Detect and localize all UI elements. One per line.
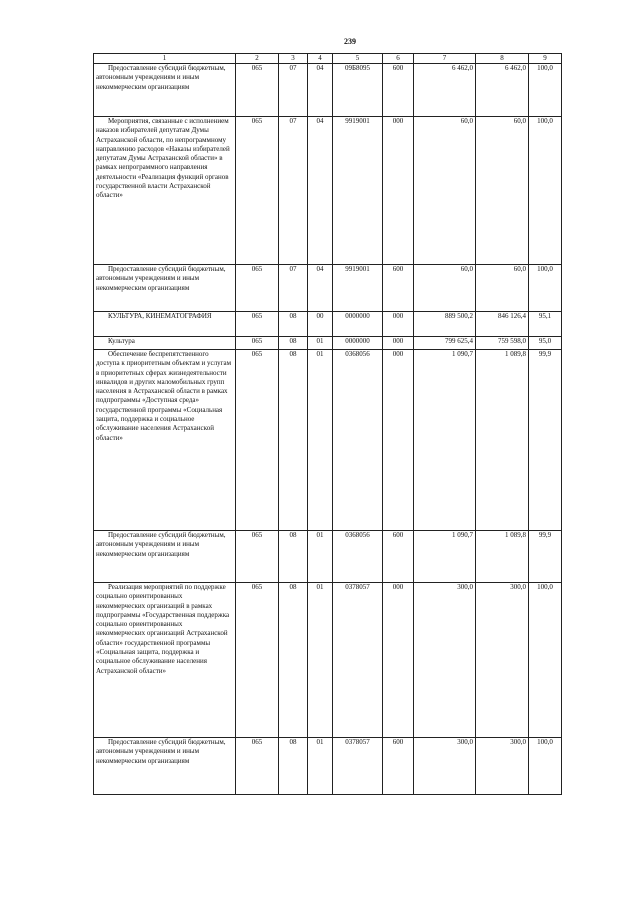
section-code: 08	[279, 337, 308, 350]
budget-table	[93, 53, 562, 795]
section-code: 08	[279, 350, 308, 531]
subsection-code: 04	[308, 117, 333, 265]
target-code: 0000000	[333, 337, 383, 350]
admin-code: 065	[236, 117, 279, 265]
column-header: 2	[236, 54, 279, 64]
section-code: 07	[279, 117, 308, 265]
expense-type-code: 000	[383, 337, 414, 350]
section-code: 08	[279, 738, 308, 795]
section-code: 08	[279, 583, 308, 738]
subsection-code: 01	[308, 738, 333, 795]
execution-percent: 100,0	[529, 583, 562, 738]
actual-amount: 759 598,0	[476, 337, 529, 350]
actual-amount: 6 462,0	[476, 64, 529, 117]
execution-percent: 100,0	[529, 738, 562, 795]
expense-type-code: 000	[383, 583, 414, 738]
column-header: 3	[279, 54, 308, 64]
planned-amount: 889 500,2	[414, 312, 476, 337]
expense-type-code: 000	[383, 117, 414, 265]
table-row	[94, 265, 562, 312]
row-name: КУЛЬТУРА, КИНЕМАТОГРАФИЯ	[94, 312, 236, 337]
column-header: 7	[414, 54, 476, 64]
table-row	[94, 350, 562, 531]
page-number: 239	[344, 37, 356, 46]
subsection-code: 04	[308, 64, 333, 117]
planned-amount: 6 462,0	[414, 64, 476, 117]
column-header: 1	[94, 54, 236, 64]
planned-amount: 1 090,7	[414, 350, 476, 531]
execution-percent: 95,0	[529, 337, 562, 350]
row-name: Мероприятия, связанные с исполнением наказов избирателей депутатам Думы Астраханской области, по непрограммному направлению расходов «Наказы избирателей депутатам Думы Астраханской области» в рамках непрограммного направления деятельности «Реализация функций органов государственной власти Астраханской области»	[94, 117, 236, 265]
planned-amount: 1 090,7	[414, 531, 476, 583]
section-code: 08	[279, 312, 308, 337]
subsection-code: 00	[308, 312, 333, 337]
planned-amount: 60,0	[414, 265, 476, 312]
section-code: 07	[279, 64, 308, 117]
expense-type-code: 000	[383, 312, 414, 337]
column-header: 6	[383, 54, 414, 64]
table-row	[94, 312, 562, 337]
admin-code: 065	[236, 350, 279, 531]
target-code: 0368056	[333, 350, 383, 531]
expense-type-code: 000	[383, 350, 414, 531]
row-name: Предоставление субсидий бюджетным, автономным учреждениям и иным некоммерческим организациям	[94, 265, 236, 312]
header-row	[94, 54, 562, 64]
execution-percent: 100,0	[529, 117, 562, 265]
subsection-code: 01	[308, 531, 333, 583]
admin-code: 065	[236, 337, 279, 350]
expense-type-code: 600	[383, 738, 414, 795]
admin-code: 065	[236, 265, 279, 312]
target-code: 0378057	[333, 738, 383, 795]
actual-amount: 1 089,8	[476, 531, 529, 583]
expense-type-code: 600	[383, 265, 414, 312]
section-code: 08	[279, 531, 308, 583]
column-header: 5	[333, 54, 383, 64]
expense-type-code: 600	[383, 531, 414, 583]
table-row	[94, 583, 562, 738]
target-code: 9919001	[333, 117, 383, 265]
row-name: Предоставление субсидий бюджетным, автономным учреждениям и иным некоммерческим организациям	[94, 738, 236, 795]
actual-amount: 846 126,4	[476, 312, 529, 337]
row-name: Предоставление субсидий бюджетным, автономным учреждениям и иным некоммерческим организациям	[94, 531, 236, 583]
admin-code: 065	[236, 531, 279, 583]
expense-type-code: 600	[383, 64, 414, 117]
admin-code: 065	[236, 738, 279, 795]
execution-percent: 100,0	[529, 265, 562, 312]
planned-amount: 60,0	[414, 117, 476, 265]
admin-code: 065	[236, 312, 279, 337]
planned-amount: 300,0	[414, 738, 476, 795]
subsection-code: 01	[308, 350, 333, 531]
actual-amount: 1 089,8	[476, 350, 529, 531]
row-name: Реализация мероприятий по поддержке социально ориентированных некоммерческих организаций в рамках подпрограммы «Государственная поддержка социально ориентированных некоммерческих организаций Астраханской области» государственной программы «Социальная защита, поддержка и социальное обслуживание населения Астраханской области»	[94, 583, 236, 738]
execution-percent: 95,1	[529, 312, 562, 337]
row-name: Обеспечение беспрепятственного доступа к приоритетным объектам и услугам в приоритетных сферах жизнедеятельности инвалидов и других маломобильных групп населения в Астраханской области в рамках подпрограммы «Доступная среда» государственной программы «Социальная защита, поддержка и социальное обслуживание населения Астраханской области»	[94, 350, 236, 531]
actual-amount: 300,0	[476, 583, 529, 738]
subsection-code: 01	[308, 337, 333, 350]
section-code: 07	[279, 265, 308, 312]
column-header: 8	[476, 54, 529, 64]
column-header: 4	[308, 54, 333, 64]
column-header: 9	[529, 54, 562, 64]
target-code: 0368056	[333, 531, 383, 583]
target-code: 0000000	[333, 312, 383, 337]
table-row	[94, 531, 562, 583]
row-name: Предоставление субсидий бюджетным, автономным учреждениям и иным некоммерческим организациям	[94, 64, 236, 117]
subsection-code: 01	[308, 583, 333, 738]
admin-code: 065	[236, 64, 279, 117]
row-name: Культура	[94, 337, 236, 350]
table-row	[94, 738, 562, 795]
subsection-code: 04	[308, 265, 333, 312]
target-code: 0378057	[333, 583, 383, 738]
actual-amount: 300,0	[476, 738, 529, 795]
actual-amount: 60,0	[476, 117, 529, 265]
target-code: 09Б8095	[333, 64, 383, 117]
execution-percent: 99,9	[529, 531, 562, 583]
planned-amount: 300,0	[414, 583, 476, 738]
execution-percent: 99,9	[529, 350, 562, 531]
admin-code: 065	[236, 583, 279, 738]
target-code: 9919001	[333, 265, 383, 312]
table-row	[94, 117, 562, 265]
actual-amount: 60,0	[476, 265, 529, 312]
table-row	[94, 337, 562, 350]
execution-percent: 100,0	[529, 64, 562, 117]
planned-amount: 799 625,4	[414, 337, 476, 350]
table-row	[94, 64, 562, 117]
